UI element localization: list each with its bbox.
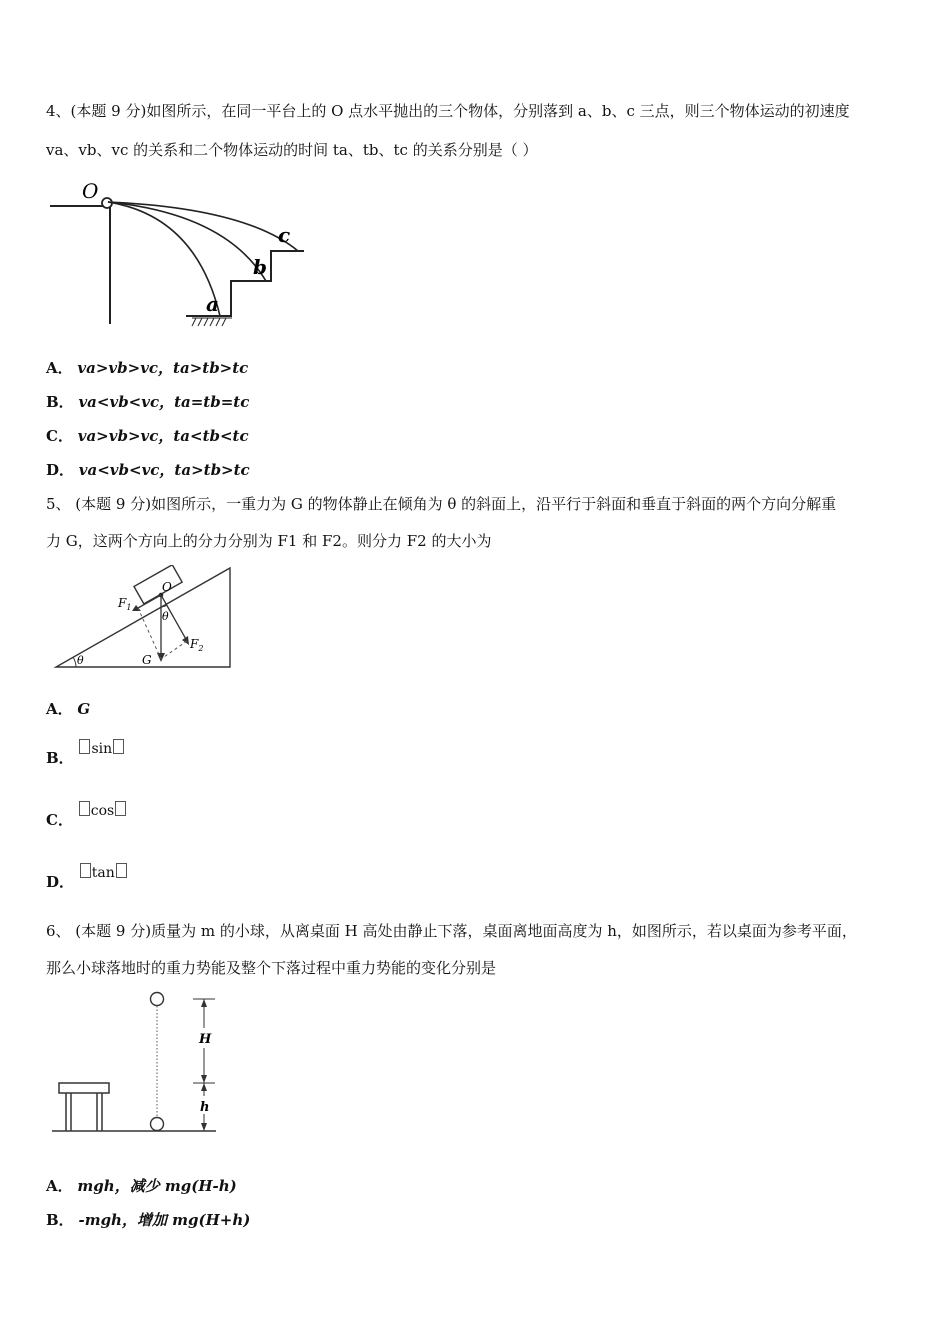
svg-text:F2: $F_2$ xyxy=(190,637,204,653)
q6-option-b[interactable]: B． -mgh，增加 mg(H+h) xyxy=(46,1211,251,1229)
q4-stem-line2: va、vb、vc 的关系和二个物体运动的时间 ta、tb、tc 的关系分别是（ ） xyxy=(46,141,538,159)
svg-text:F1: $F_1$ xyxy=(118,596,132,612)
q4-label-b: b xyxy=(253,255,267,279)
q6-stem-line1: 6、 (本题 9 分)质量为 m 的小球，从离桌面 H 高处由静止下落，桌面离地面高度为 h，如图所示，若以桌面为参考平面， xyxy=(46,922,857,940)
q4-label-a: a xyxy=(206,292,219,316)
q4-option-d[interactable]: D． va<vb<vc，ta>tb>tc xyxy=(46,461,250,479)
q5-incline-figure xyxy=(50,565,235,675)
q5-label-O: O xyxy=(162,580,172,594)
missing-glyph-icon xyxy=(80,863,91,878)
missing-glyph-icon xyxy=(79,739,90,754)
q4-option-c[interactable]: C． va>vb>vc，ta<tb<tc xyxy=(46,427,249,445)
q5-label-theta-base: θ xyxy=(77,654,84,667)
q6-option-a[interactable]: A． mgh，减少 mg(H-h) xyxy=(46,1177,237,1195)
q4-projectile-figure xyxy=(46,176,311,331)
q4-option-b[interactable]: B． va<vb<vc，ta=tb=tc xyxy=(46,393,250,411)
q5-label-theta-top: θ xyxy=(162,610,169,623)
q4-label-O: O xyxy=(82,179,99,203)
q4-stem-line1: 4、(本题 9 分)如图所示，在同一平台上的 O 点水平抛出的三个物体，分别落到 a、b、c 三点，则三个物体运动的初速度 xyxy=(46,102,850,120)
q4-option-a[interactable]: A． va>vb>vc，ta>tb>tc xyxy=(46,359,249,377)
missing-glyph-icon xyxy=(115,801,126,816)
q6-falling-ball-figure xyxy=(48,988,223,1136)
q5-label-F1: F xyxy=(118,596,127,610)
q6-label-h: h xyxy=(200,1100,210,1115)
q5-label-G: G xyxy=(142,653,152,667)
q5-option-a[interactable]: A． G xyxy=(46,700,91,718)
q5-stem-line1: 5、 (本题 9 分)如图所示，一重力为 G 的物体静止在倾角为 θ 的斜面上，沿平行于斜面和垂直于斜面的两个方向分解重 xyxy=(46,495,837,513)
q5-stem-line2: 力 G，这两个方向上的分力分别为 F1 和 F2。则分力 F2 的大小为 xyxy=(46,532,492,550)
q5-option-d[interactable]: D． tan xyxy=(46,868,128,889)
q5-label-F2: F xyxy=(190,637,199,651)
q6-stem-line2: 那么小球落地时的重力势能及整个下落过程中重力势能的变化分别是 xyxy=(46,959,497,977)
q4-label-c: c xyxy=(278,223,291,247)
missing-glyph-icon xyxy=(116,863,127,878)
missing-glyph-icon xyxy=(113,739,124,754)
q5-option-b[interactable]: B． sin xyxy=(46,744,125,765)
missing-glyph-icon xyxy=(79,801,90,816)
q5-option-c[interactable]: C． cos xyxy=(46,806,127,827)
q6-label-H: H xyxy=(199,1032,212,1047)
